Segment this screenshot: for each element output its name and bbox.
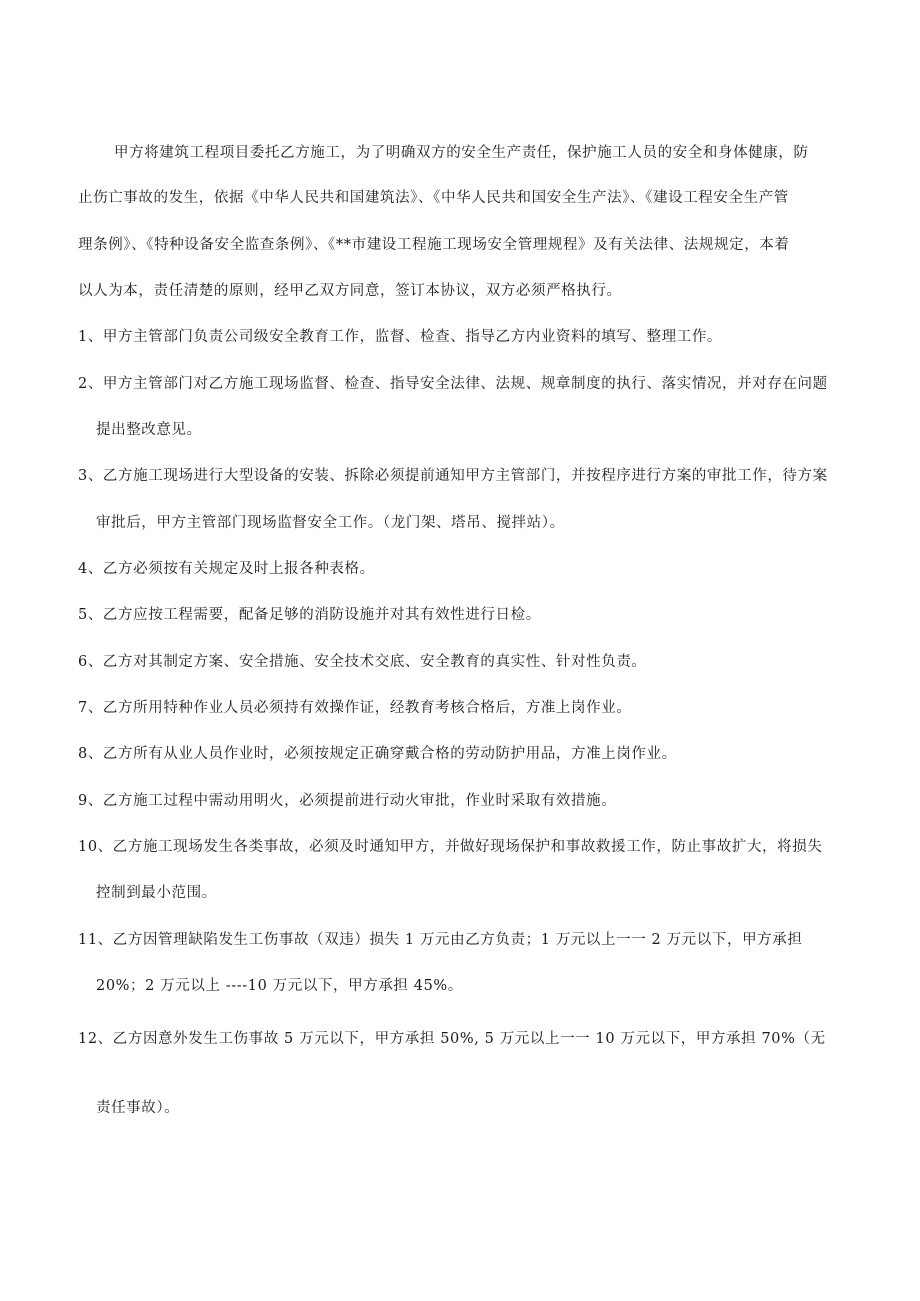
clause-12-line-1: 12、乙方因意外发生工伤事故 5 万元以下，甲方承担 50%, 5 万元以上一一 10 万元以下，甲方承担 70%（无 [78, 1031, 826, 1047]
intro-line-2: 止伤亡事故的发生，依据《中华人民共和国建筑法》、《中华人民共和国安全生产法》、《建设工程安全生产管 [78, 190, 789, 206]
clause-10-line-2: 控制到最小范围。 [96, 885, 217, 901]
clause-3-line-2: 审批后，甲方主管部门现场监督安全工作。（龙门架、塔吊、搅拌站）。 [96, 515, 565, 531]
clause-4-line-1: 4、乙方必须按有关规定及时上报各种表格。 [78, 561, 375, 577]
clause-10-line-1: 10、乙方施工现场发生各类事故，必须及时通知甲方，并做好现场保护和事故救援工作，防止事故扩大，将损失 [78, 839, 823, 855]
clause-6-line-1: 6、乙方对其制定方案、安全措施、安全技术交底、安全教育的真实性、针对性负责。 [78, 654, 647, 670]
clause-11-line-1: 11、乙方因管理缺陷发生工伤事故（双违）损失 1 万元由乙方负责；1 万元以上一一 2 万元以下，甲方承担 [78, 932, 803, 948]
clause-11-line-2: 20%；2 万元以上 ----10 万元以下，甲方承担 45%。 [96, 978, 463, 994]
clause-3-line-1: 3、乙方施工现场进行大型设备的安装、拆除必须提前通知甲方主管部门，并按程序进行方案的审批工作，待方案 [78, 468, 828, 484]
clause-7-line-1: 7、乙方所用特种作业人员必须持有效操作证，经教育考核合格后，方准上岗作业。 [78, 700, 632, 716]
intro-line-1: 甲方将建筑工程项目委托乙方施工，为了明确双方的安全生产责任，保护施工人员的安全和身体健康，防 [114, 145, 809, 161]
clause-9-line-1: 9、乙方施工过程中需动用明火，必须提前进行动火审批，作业时采取有效措施。 [78, 793, 617, 809]
clause-2-line-1: 2、甲方主管部门对乙方施工现场监督、检查、指导安全法律、法规、规章制度的执行、落实情况，并对存在问题 [78, 376, 828, 392]
clause-1-line-1: 1、甲方主管部门负责公司级安全教育工作，监督、检查、指导乙方内业资料的填写、整理工作。 [78, 329, 723, 345]
intro-line-4: 以人为本，责任清楚的原则，经甲乙双方同意，签订本协议，双方必须严格执行。 [78, 283, 622, 299]
clause-12-line-2: 责任事故）。 [96, 1100, 180, 1116]
clause-2-line-2: 提出整改意见。 [96, 422, 202, 438]
clause-5-line-1: 5、乙方应按工程需要，配备足够的消防设施并对其有效性进行日检。 [78, 607, 541, 623]
clause-8-line-1: 8、乙方所有从业人员作业时，必须按规定正确穿戴合格的劳动防护用品，方准上岗作业。 [78, 746, 677, 762]
intro-line-3: 理条例》、《特种设备安全监查条例》、《**市建设工程施工现场安全管理规程》及有关法律、法规规定，本着 [78, 237, 790, 253]
